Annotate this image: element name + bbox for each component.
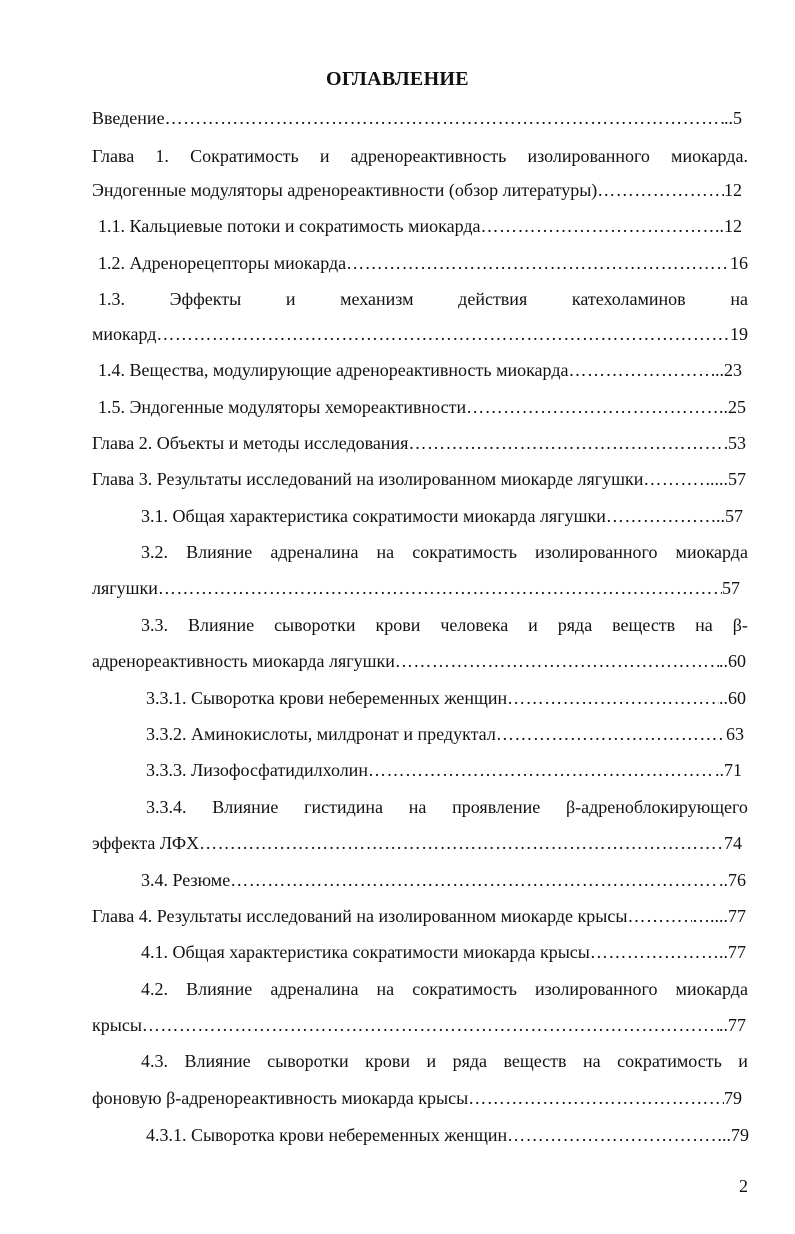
page-number: 2	[739, 1176, 748, 1196]
toc-entry-3-3-2: 3.3.2. Аминокислоты, милдронат и предуктал …………………………………………………………………………………………………………………………………………………………………… 63	[146, 722, 744, 746]
toc-entry-chapter-4: Глава 4. Результаты исследований на изолированном миокарде крысы …………………………………………………………………………………………………………………………………………………………………… …....77	[92, 904, 746, 928]
toc-entry-4-2: крысы …………………………………………………………………………………………………………………………………………………………………… ..77	[92, 1013, 746, 1037]
toc-entry-1-5: 1.5. Эндогенные модуляторы хемореактивности …………………………………………………………………………………………………………………………………………………………………… ..25	[98, 395, 746, 419]
toc-entry-3-4: 3.4. Резюме …………………………………………………………………………………………………………………………………………………………………… ..76	[141, 868, 746, 892]
toc-entry-3-3-4-line1: 3.3.4. Влияние гистидина на проявление β-адреноблокирующего	[146, 797, 748, 817]
toc-entry-3-3-line1: 3.3. Влияние сыворотки крови человека и ряда веществ на β-	[141, 615, 748, 635]
toc-entry-4-2-line1: 4.2. Влияние адреналина на сократимость изолированного миокарда	[141, 979, 748, 999]
toc-entry-chapter-2: Глава 2. Объекты и методы исследования …………………………………………………………………………………………………………………………………………………………………… 53	[92, 431, 746, 455]
toc-entry-chapter-1-line1: Глава 1. Сократимость и адренореактивность изолированного миокарда.	[92, 146, 748, 166]
toc-entry-3-3: адренореактивность миокарда лягушки …………………………………………………………………………………………………………………………………………………………………… ..60	[92, 649, 746, 673]
toc-entry-1-3: миокард …………………………………………………………………………………………………………………………………………………………………… 19	[92, 322, 748, 346]
toc-entry-3-1: 3.1. Общая характеристика сократимости миокарда лягушки …………………………………………………………………………………………………………………………………………………………………… ..57	[141, 504, 743, 528]
toc-entry-4-3: фоновую β-адренореактивность миокарда крысы …………………………………………………………………………………………………………………………………………………………………… 79	[92, 1086, 742, 1110]
toc-entry-chapter-3: Глава 3. Результаты исследований на изолированном миокарде лягушки …………………………………………………………………………………………………………………………………………………………………… .....57	[92, 467, 746, 491]
toc-entry-3-3-4: эффекта ЛФХ …………………………………………………………………………………………………………………………………………………………………… 74	[92, 831, 742, 855]
toc-entry-3-3-1: 3.3.1. Сыворотка крови небеременных женщин …………………………………………………………………………………………………………………………………………………………………… ..60	[146, 686, 746, 710]
toc-entry-chapter-1: Эндогенные модуляторы адренореактивности (обзор литературы) …………………………………………………………………………………………………………………………………………………………………… 12	[92, 178, 742, 202]
toc-entry-3-2-line1: 3.2. Влияние адреналина на сократимость изолированного миокарда	[141, 542, 748, 562]
toc-entry-1-4: 1.4. Вещества, модулирующие адренореактивность миокарда …………………………………………………………………………………………………………………………………………………………………… ..23	[98, 358, 742, 382]
toc-entry-1-1: 1.1. Кальциевые потоки и сократимость миокарда …………………………………………………………………………………………………………………………………………………………………… ..12	[98, 214, 742, 238]
toc-entry-4-3-line1: 4.3. Влияние сыворотки крови и ряда веществ на сократимость и	[141, 1051, 748, 1071]
toc-entry-introduction	[92, 106, 742, 130]
toc-entry-3-2: лягушки …………………………………………………………………………………………………………………………………………………………………… 57	[92, 576, 740, 600]
toc-entry-4-3-1: 4.3.1. Сыворотка крови небеременных женщин …………………………………………………………………………………………………………………………………………………………………… ..79	[146, 1123, 749, 1147]
toc-entry-3-3-3: 3.3.3. Лизофосфатидилхолин …………………………………………………………………………………………………………………………………………………………………… ..71	[146, 758, 742, 782]
toc-entry-text: Введение	[92, 108, 165, 128]
page-title: ОГЛАВЛЕНИЕ	[326, 68, 469, 90]
toc-entry-1-3-line1: 1.3. Эффекты и механизм действия катехоламинов на	[98, 289, 748, 309]
toc-entry-1-2: 1.2. Адренорецепторы миокарда …………………………………………………………………………………………………………………………………………………………………… 16	[98, 251, 748, 275]
toc-entry-4-1: 4.1. Общая характеристика сократимости миокарда крысы …………………………………………………………………………………………………………………………………………………………………… ..77	[141, 940, 746, 964]
toc-entry-page: ..5	[724, 108, 742, 128]
